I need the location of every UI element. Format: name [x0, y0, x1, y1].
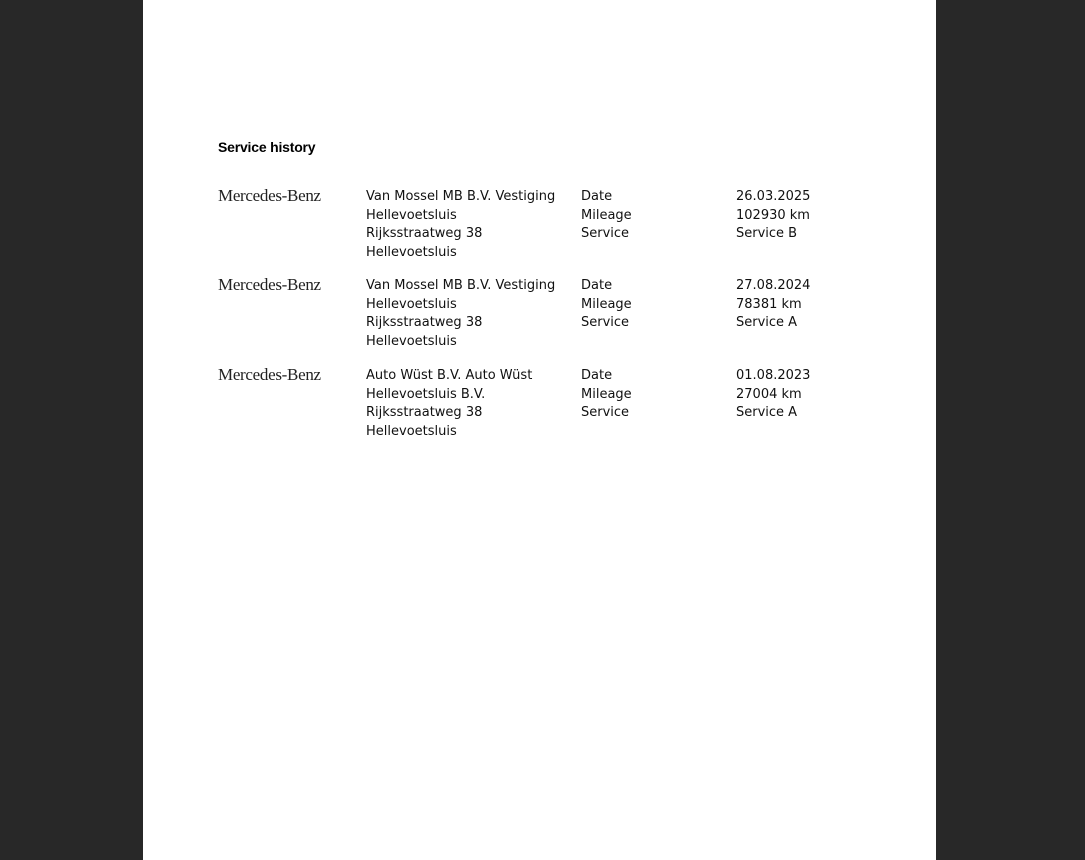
dealer-city: Hellevoetsluis [366, 334, 457, 350]
dealer-city: Hellevoetsluis [366, 424, 457, 440]
dealer-city: Hellevoetsluis [366, 245, 457, 261]
service-value: Service A [736, 405, 798, 421]
service-label: Service [581, 226, 630, 242]
dealer-name-line: Hellevoetsluis [366, 207, 457, 223]
field-values [736, 188, 810, 244]
brand-logo-text: Mercedes-Benz [218, 365, 321, 384]
service-value: Service B [736, 226, 798, 242]
mileage-value: 102930 km [736, 207, 810, 223]
field-values [736, 367, 810, 423]
mileage-value: 78381 km [736, 296, 802, 312]
dealer-street: Rijksstraatweg 38 [366, 226, 483, 242]
dealer-address [366, 188, 555, 263]
section-title: Service history [218, 139, 316, 155]
dealer-name-line: Van Mossel MB B.V. Vestiging [366, 189, 556, 204]
date-value: 26.03.2025 [736, 189, 811, 204]
date-label: Date [581, 368, 613, 383]
field-labels [581, 188, 632, 244]
mileage-label: Mileage [581, 296, 632, 312]
dealer-name-line: Hellevoetsluis B.V. [366, 386, 486, 402]
dealer-street: Rijksstraatweg 38 [366, 405, 483, 421]
document-page [143, 0, 936, 860]
brand-logo-text: Mercedes-Benz [218, 186, 321, 205]
dealer-address [366, 277, 555, 352]
date-label: Date [581, 278, 613, 293]
service-label: Service [581, 405, 630, 421]
service-entry [143, 367, 936, 447]
dealer-name-line: Auto Wüst B.V. Auto Wüst [366, 368, 533, 383]
dealer-street: Rijksstraatweg 38 [366, 315, 483, 331]
mileage-label: Mileage [581, 207, 632, 223]
field-labels [581, 367, 632, 423]
service-entry [143, 277, 936, 357]
field-labels [581, 277, 632, 333]
dealer-address [366, 367, 532, 442]
dealer-name-line: Hellevoetsluis [366, 296, 457, 312]
dealer-name-line: Van Mossel MB B.V. Vestiging [366, 278, 556, 293]
service-label: Service [581, 315, 630, 331]
date-value: 01.08.2023 [736, 368, 811, 383]
service-entry [143, 188, 936, 268]
mileage-value: 27004 km [736, 386, 802, 402]
field-values [736, 277, 810, 333]
date-label: Date [581, 189, 613, 204]
service-value: Service A [736, 315, 798, 331]
mileage-label: Mileage [581, 386, 632, 402]
date-value: 27.08.2024 [736, 278, 811, 293]
brand-logo-text: Mercedes-Benz [218, 275, 321, 294]
